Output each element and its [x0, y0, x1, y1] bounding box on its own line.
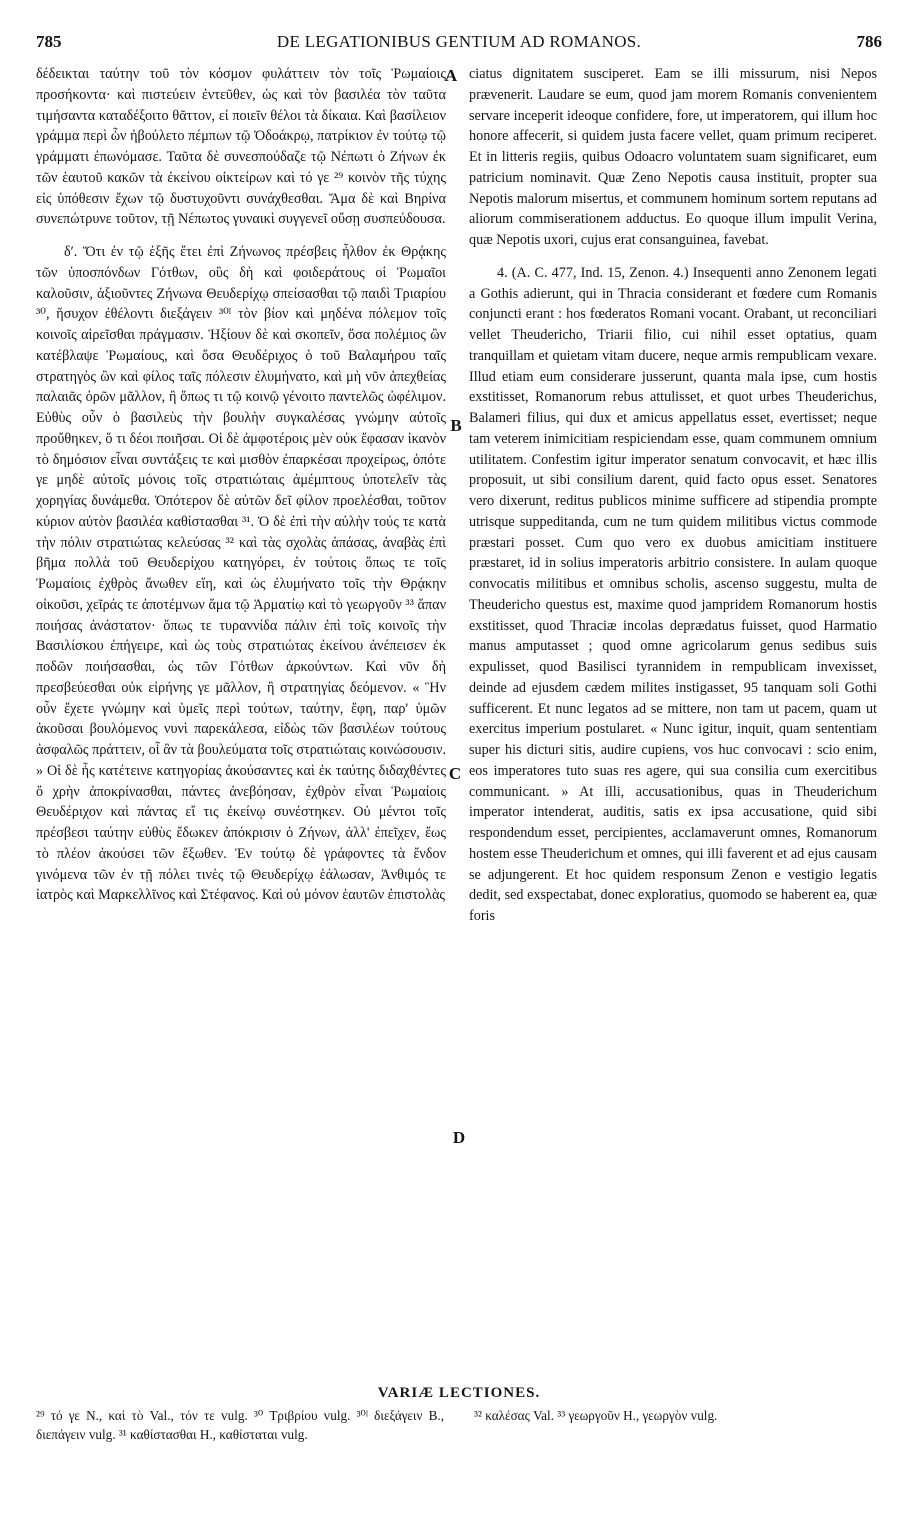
- latin-paragraph-2: 4. (A. C. 477, Ind. 15, Zenon. 4.) Insequenti anno Zenonem legati a Gothis adierunt, qui in Thracia considerant et fœdere cum Romanis conjuncti erant : hos fœderatos Romani vocant. Orabant, ut reconciliari vellet Theudericho, Triarii filio, cui nihil esset optatius, quam tranquillam et quietam vitam ducere, neque armis rempublicam vexare. Illud etiam eum considerare jusserunt, quanta mala ipse, cum hostis exstitisset, Romanorum rebus attulisset, et quot urbes Theuderichus, Balameri filius, qui dux et amicus appellatus esset, evertisset; neque tam veterem inimicitiam respiciendam esse, quam communem omnium utilitatem. Confestim igitur imperator senatum convocavit, et hæc illis proposuit, ut sibi consilium darent, quid facto opus esset. Senatores vero dixerunt, reditus publicos minime sufficere ad stipendia prompte utrisque suppeditanda, cum ne tum quidem militibus victus commode præstari posset. Cum quo vero ex duobus amicitiam instituere præstaret, id in solius imperatoris arbitrio consistere. In aulam quoque convocatis militibus et omnibus scholis, ascenso suggestu, multa de Theudericho questus est, maxime quod jampridem Romanorum hostis exstitisset, quod Thraciæ incolas deprædatus fuisset, quod Harmatio manus amputasset ; quod omne agricolarum genus sedibus suis expulisset, quod Basilisci tyrannidem in rempublicam invexisset, deinde ad ejusdem cædem milites instigasset, 95 tanquam soli Gothi sufficerent. Et nunc legatos ad se mittere, non tam ut pacem, quam ut exercitus imperium postularet. « Nunc igitur, inquit, quam sententiam super his dicturi sitis, audire cupiens, vos huc convocavi : scio enim, eos imperatores tuto suas res agere, qui sua consilia cum exercitibus communicant. » At illi, accusationibus, quas in Theuderichum imperator intenderat, auditis, satis ex ipsa accusatione, quid sibi respondendum esset, percipientes, acclamaverunt omnes, Romanorum hostem esse Theuderichum et omnes, qui illi faverent et ad ejus causam se adjungerent. Et hoc quidem responsum Zenon e vestigio legatis dedit, sed exspectabat, donec exploratius, quomodo se haberent ea, quæ foris: [469, 264, 877, 924]
- variae-notes-right: ³² καλέσας Val. ³³ γεωργοῦν Η., γεωργὸν vulg.: [474, 1408, 718, 1423]
- page-number-right: 786: [856, 32, 882, 51]
- variae-lectiones: [36, 1385, 882, 1444]
- greek-column: [36, 64, 446, 1379]
- margin-marker-d: D: [452, 1128, 466, 1147]
- margin-marker-a: A: [444, 66, 458, 85]
- greek-paragraph-2: δʹ. Ὅτι ἐν τῷ ἑξῆς ἔτει ἐπὶ Ζήνωνος πρέσβεις ἦλθον ἐκ Θρᾴκης τῶν ὑποσπόνδων Γότθων, οὓς δὴ καὶ φοιδεράτους οἱ Ῥωμαῖοι καλοῦσιν, ἀξιοῦντες Ζήνωνα Θευδερίχῳ σπείσασθαι τῷ παιδὶ Τριαρίου ³⁰, ἥσυχον ἐθέλοντι διεξάγειν ³⁰ˡ τὸν βίον καὶ μηδένα πόλεμον τοῖς κοινοῖς αἱρεῖσθαι πράγμασιν. Ἠξίουν δὲ καὶ σκοπεῖν, ὅσα πολέμιος ὢν κατέβλαψε Ῥωμαίους, καὶ ὅσα Θευδέριχος ὁ τοῦ Βαλαμήρου ταῖς στρατηγὸς ὢν καὶ φίλος ταῖς πόλεσιν ἐλυμήνατο, καὶ μὴ νῦν ἀπεχθείας παλαιᾶς ὀρῶν μᾶλλον, ἢ ὅπως τι τῷ κοινῷ γένοιτο παντελῶς ὠφέλιμον. Εὐθὺς οὖν ὁ βασιλεὺς τὴν βουλὴν συγκαλέσας γνώμην αὐτοῖς προὔθηκεν, ὅ τι δέοι ποιῆσαι. Οἱ δὲ ἀμφοτέροις μὲν οὐκ ἔφασαν ἱκανὸν τὸ δημόσιον εἶναι συντάξεις τε καὶ μισθὸν ἐπαρκέσαι προχείρως, ὁπότε γε μηδὲ αὐτοῖς μόνοις τοῖς στρατιώταις ἀμέμπτους ὑποτελεῖν τὰς χορηγίας δυνάμεθα. Ὁπότερον δὲ αὐτῶν δεῖ φίλον προελέσθαι, τοῦτον κύριον αὐτὸν βασιλέα καθίστασθαι ³¹. Ὁ δὲ ἐπὶ τὴν αὐλὴν τούς τε κατὰ τὴν πόλιν στρατιώτας κελεύσας ³² καὶ τὰς σχολὰς ἁπάσας, ἀναβὰς ἐπὶ βῆμα πολλὰ τοῦ Θευδερίχου κατηγόρει, ἐν τούτοις ὅπως τε τοῖς Ῥωμαίοις ἐχθρὸς ἄνωθεν εἴη, καὶ ὡς ἐλυμήνατο τοῖς τὴν Θρᾴκην οἰκοῦσι, χεῖράς τε ἀποτέμνων ἅμα τῷ Ἁρματίῳ καὶ τὸ γεωργοῦν ³³ ἅπαν ποιήσας ἀνάστατον· ὅπως τε τυραννίδα πάλιν ἐπὶ τοῖς κοινοῖς τὴν Βασιλίσκου ἐπήγειρε, καὶ ὡς τοὺς στρατιώτας ἐκείνου ἀνέπεισεν ἐκ ποδῶν ποιήσασθαι, ὡς τῶν Γότθων ἀρκούντων. Καὶ νῦν δὴ πρεσβεύεσθαι οὐκ εἰρήνης γε μᾶλλον, ἢ στρατηγίας δεόμενον. « Ἣν οὖν ἔχετε γνώμην καὶ ὑμεῖς περὶ τούτων, ταύτην, ἔφη, παρ' ὑμῶν ἀκοῦσαι βουλόμενος νυνὶ παρεκάλεσα, εἰδὼς τῶν βασιλέων τούτους ἀσφαλῶς πράττειν, οἷ ἂν τὰ βουλεύματα τοῖς στρατιώταις κοινώσουσιν. » Οἱ δὲ ἧς κατέτεινε κατηγορίας ἀκούσαντες καὶ ἐκ ταύτης διδαχθέντες ὅ χρὴν ἀποκρίνασθαι, πάντες ἀνεβόησαν, ἐχθρὸν εἶναι Ῥωμαίοις Θευδέριχον καὶ πάντας εἴ τις ἐκείνῳ συνέστηκεν. Οὐ μέντοι τοῖς πρέσβεσι ταύτην εὐθὺς ἔδωκεν ἀπόκρισιν ὁ Ζήνων, ἀλλ' ἐπεῖχεν, ἕως τὸ πλέον ἀκούσει τῶν ἔξωθεν. Ἐν τούτῳ δὲ γράφοντες τὰ ἔνδον γινόμενα τῶν ἐν τῇ πόλει τινὲς τῷ Θευδερίχῳ ἑάλωσαν, Ἀνθιμός τε ἰατρὸς καὶ Μαρκελλῖνος καὶ Στέφανος. Καὶ οὐ μόνον ἑαυτῶν ἐπιστολὰς: [36, 244, 446, 904]
- variae-notes-left: ²⁹ τό γε Ν., καὶ τὸ Val., τόν τε vulg. ³⁰ Τριβρίου vulg. ³⁰ˡ διεξάγειν Β., διεπάγειν vulg. ³¹ καθίστασθαι Η., καθίσταται vulg.: [36, 1408, 444, 1442]
- variae-title: VARIÆ LECTIONES.: [377, 1385, 541, 1401]
- margin-marker-b: B: [450, 416, 462, 435]
- latin-column: [469, 64, 877, 1379]
- running-title: DE LEGATIONIBUS GENTIUM AD ROMANOS.: [276, 32, 642, 51]
- greek-paragraph-1: δέδεικται ταύτην τοῦ τὸν κόσμον φυλάττειν τὸν τοῖς Ῥωμαίοις προσήκοντα· καὶ πιστεύειν ἐντεῦθεν, ὡς καὶ τὸν βασιλέα τὸν ταῦτα τιμήσαντα καταδέξοιτο θᾶττον, εἰ ποιεῖν θέλοι τὰ δίκαια. Καὶ βασίλειον γράμμα περὶ ὧν ἠβούλετο πέμπων τῷ Ὀδοάκρῳ, πατρίκιον ἐν τούτῳ τῷ γράμματι ἐπωνόμασε. Ταῦτα δὲ συνεσπούδαζε τῷ Νέπωτι ὁ Ζήνων ἐκ τῶν ἑαυτοῦ κακῶν τὰ ἐκείνου οἰκτείρων καὶ τό γε ²⁹ κοινὸν τῆς τύχης εἰς ὑπόθεσιν ἔχων τῷ δυστυχοῦντι συνάχθεσθαι. Ἅμα δὲ καὶ Βηρίνα συνεπώτρυνε τοῦτον, τῇ Νέπωτος γυναικὶ συγγενεῖ οὔσῃ συσπεύδουσα.: [36, 66, 446, 228]
- latin-paragraph-1: ciatus dignitatem susciperet. Eam se illi missurum, nisi Nepos prævenerit. Laudare se eum, quod jam morem Romanis convenientem servare inceperit ideoque confidere, fore, ut imperatorem, qui illum hoc honore affecerit, si quidem justa facere vellet, quam primum reciperet. Et in litteris regiis, quibus Odoacro voluntatem suam significaret, eum patricium nominavit. Quæ Zeno Nepotis causa instituit, propter sua Nepotis malorum misertus, et communem hominum sortem reputans ad aliorum commiserationem adductus. Eo quoque illum impulit Verina, quæ Nepotis uxori, cujus erat consanguinea, favebat.: [469, 66, 877, 248]
- page-number-left: 785: [36, 32, 62, 51]
- page-header: [36, 32, 882, 58]
- margin-marker-c: C: [448, 764, 462, 783]
